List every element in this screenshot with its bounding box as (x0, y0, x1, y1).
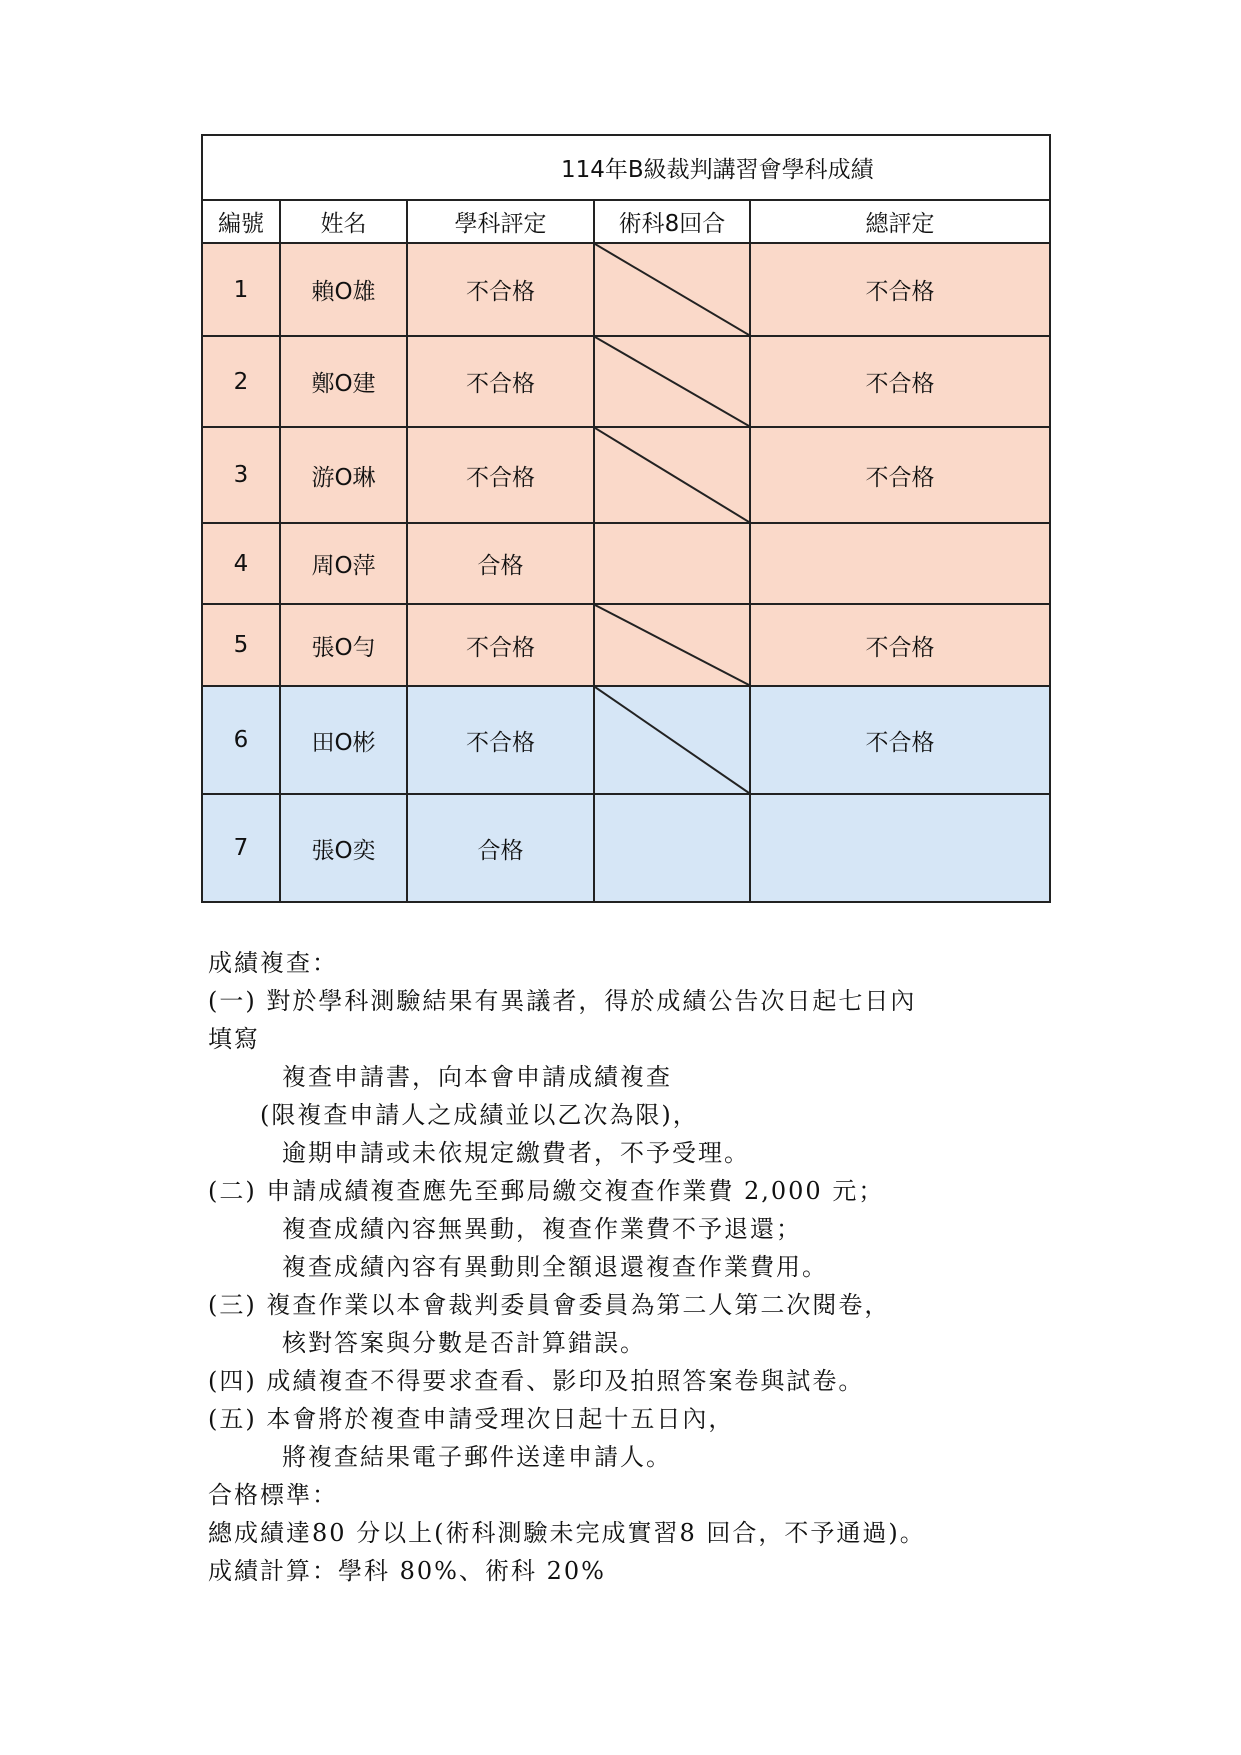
note-item-1-line-4: (限複查申請人之成績並以乙次為限)， (260, 1101, 699, 1129)
table-row (202, 427, 1050, 523)
row-no: 7 (202, 794, 280, 902)
row-practical-slash (594, 686, 750, 794)
row-academic: 不合格 (407, 243, 594, 336)
note-item-1-line-2: 填寫 (208, 1025, 260, 1053)
row-name: 賴O雄 (280, 243, 407, 336)
row-overall (750, 523, 1050, 604)
row-overall: 不合格 (750, 604, 1050, 686)
note-item-1-line-1: (一) 對於學科測驗結果有異議者，得於成績公告次日起七日內 (208, 987, 917, 1015)
row-name: 張O奕 (280, 794, 407, 902)
row-overall: 不合格 (750, 686, 1050, 794)
row-name: 游O琳 (280, 427, 407, 523)
note-item-2-line-1: (二) 申請成績複查應先至郵局繳交複查作業費 2,000 元； (208, 1177, 885, 1205)
row-overall: 不合格 (750, 427, 1050, 523)
results-table (201, 134, 1051, 903)
row-practical-slash (594, 604, 750, 686)
calc-text: 成績計算：學科 80%、術科 20% (208, 1557, 606, 1585)
note-item-1-line-3: 複查申請書，向本會申請成績複查 (282, 1063, 672, 1091)
row-academic: 不合格 (407, 686, 594, 794)
table-row (202, 336, 1050, 427)
pass-heading: 合格標準： (208, 1481, 338, 1509)
table-row (202, 243, 1050, 336)
row-no: 6 (202, 686, 280, 794)
header-name: 姓名 (280, 200, 407, 243)
header-no: 編號 (202, 200, 280, 243)
header-practical: 術科8回合 (594, 200, 750, 243)
notes-section (208, 944, 1048, 1590)
row-practical-slash (594, 427, 750, 523)
row-overall: 不合格 (750, 336, 1050, 427)
note-item-3-line-1: (三) 複查作業以本會裁判委員會委員為第二人第二次閱卷， (208, 1291, 891, 1319)
row-overall: 不合格 (750, 243, 1050, 336)
note-item-5-line-2: 將複查結果電子郵件送達申請人。 (282, 1443, 672, 1471)
table-row (202, 794, 1050, 902)
row-practical-slash (594, 243, 750, 336)
row-academic: 合格 (407, 523, 594, 604)
row-no: 2 (202, 336, 280, 427)
row-practical (594, 523, 750, 604)
note-item-5-line-1: (五) 本會將於複查申請受理次日起十五日內， (208, 1405, 735, 1433)
note-item-1-line-5: 逾期申請或未依規定繳費者，不予受理。 (282, 1139, 750, 1167)
pass-text: 總成績達80 分以上(術科測驗未完成實習8 回合，不予通過)。 (208, 1519, 926, 1547)
row-no: 3 (202, 427, 280, 523)
table-row (202, 686, 1050, 794)
header-row (202, 200, 1050, 243)
row-academic: 不合格 (407, 336, 594, 427)
note-item-3-line-2: 核對答案與分數是否計算錯誤。 (282, 1329, 646, 1357)
review-heading: 成績複查： (208, 949, 338, 977)
row-academic: 不合格 (407, 604, 594, 686)
row-no: 1 (202, 243, 280, 336)
header-academic: 學科評定 (407, 200, 594, 243)
row-name: 鄭O建 (280, 336, 407, 427)
row-no: 4 (202, 523, 280, 604)
header-overall: 總評定 (750, 200, 1050, 243)
row-name: 田O彬 (280, 686, 407, 794)
note-item-4-line-1: (四) 成績複查不得要求查看、影印及拍照答案卷與試卷。 (208, 1367, 865, 1395)
table-row (202, 604, 1050, 686)
row-practical (594, 794, 750, 902)
table-title-cell (202, 135, 1050, 200)
row-name: 周O萍 (280, 523, 407, 604)
row-practical-slash (594, 336, 750, 427)
note-item-2-line-2: 複查成績內容無異動，複查作業費不予退還； (282, 1215, 802, 1243)
row-no: 5 (202, 604, 280, 686)
row-name: 張O勻 (280, 604, 407, 686)
row-overall (750, 794, 1050, 902)
table-title: 114年B級裁判講習會學科成績 (561, 157, 874, 183)
table-row (202, 523, 1050, 604)
row-academic: 不合格 (407, 427, 594, 523)
note-item-2-line-3: 複查成績內容有異動則全額退還複查作業費用。 (282, 1253, 828, 1281)
row-academic: 合格 (407, 794, 594, 902)
